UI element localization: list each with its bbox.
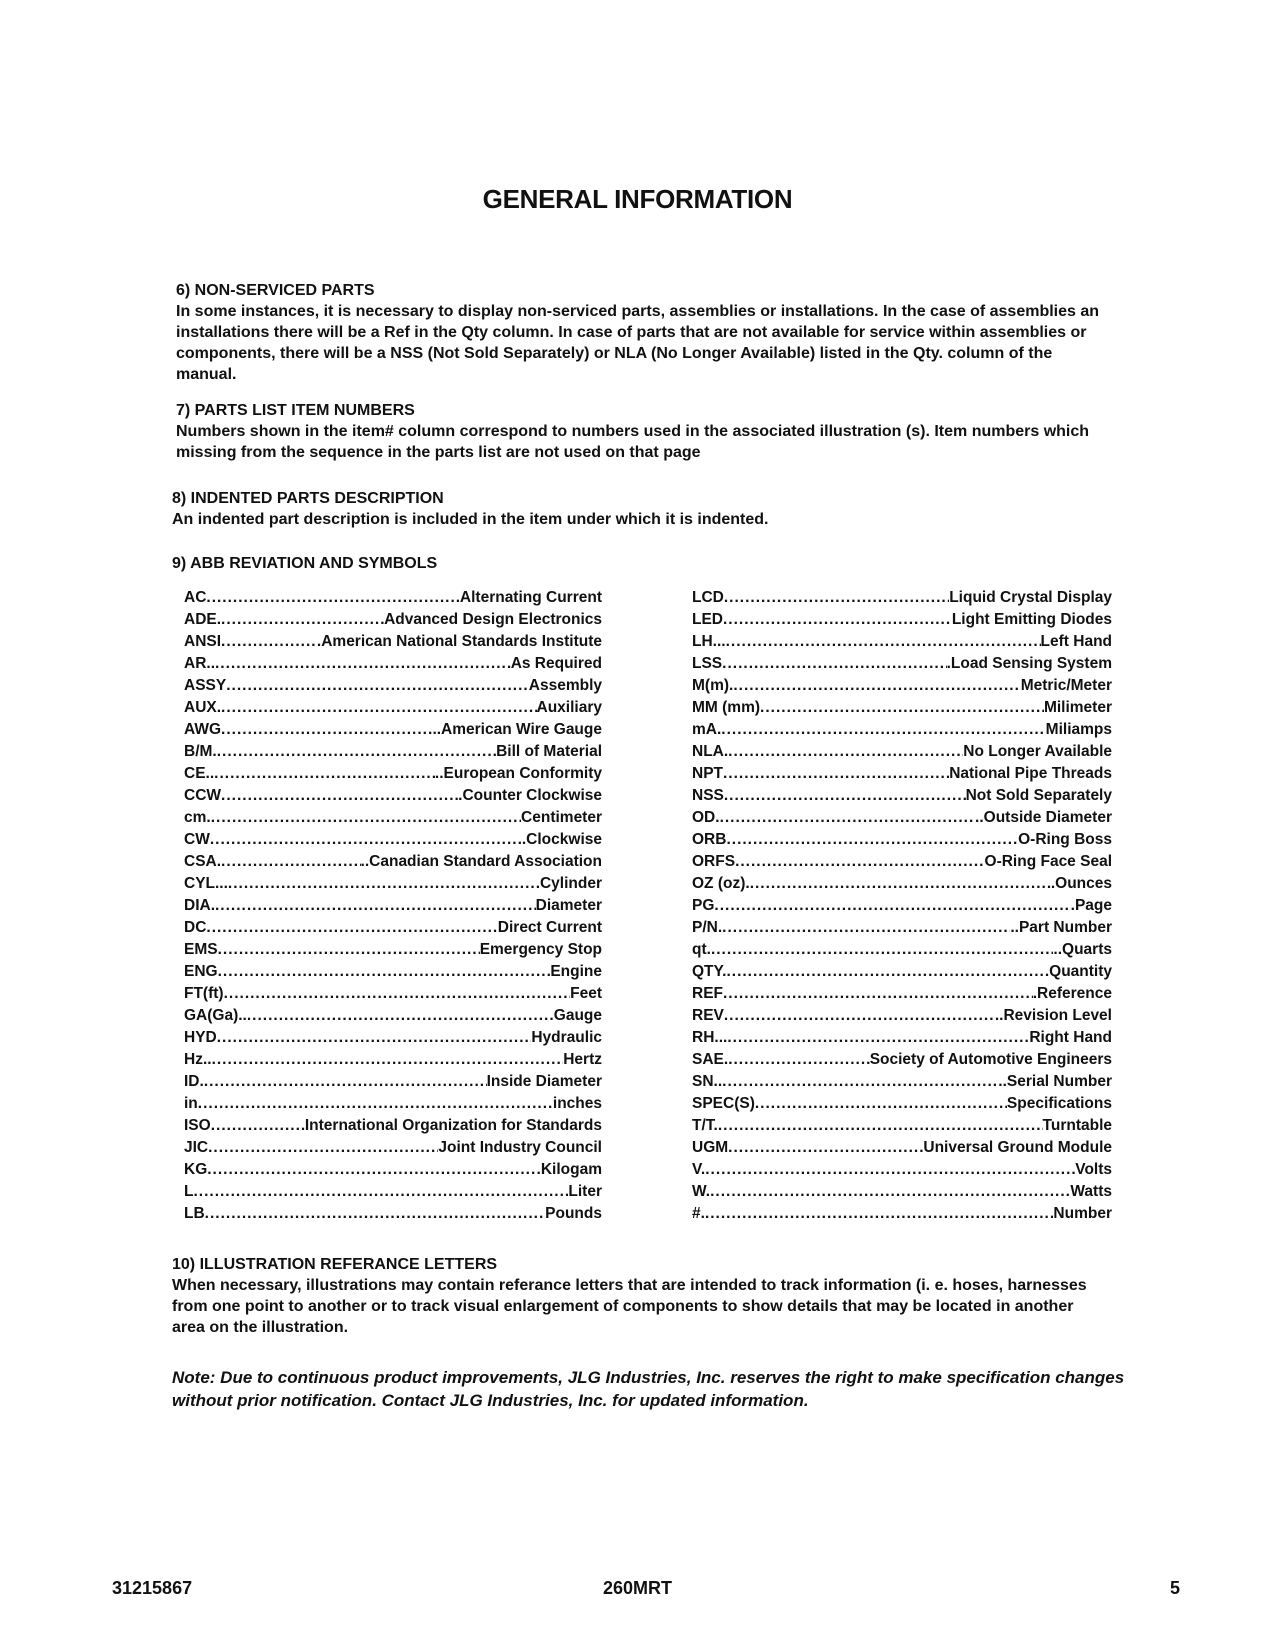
abbreviation-term: W. — [692, 1183, 711, 1200]
abbreviation-term: V. — [692, 1161, 706, 1178]
abbreviation-meaning: Cylinder — [539, 875, 602, 892]
abbreviation-meaning: Assembly — [528, 677, 602, 694]
abbreviation-row — [692, 917, 1112, 939]
abbreviation-row — [692, 587, 1112, 609]
abbreviation-term: AUX. — [184, 699, 222, 716]
section-heading: 10) ILLUSTRATION REFERANCE LETTERS — [172, 1256, 498, 1273]
dot-leader — [724, 1005, 995, 1027]
footer-doc-number: 31215867 — [112, 1578, 193, 1598]
abbreviation-row — [184, 939, 602, 961]
abbreviation-row — [184, 895, 602, 917]
abbreviation-row — [184, 1093, 602, 1115]
abbreviation-term: cm. — [184, 809, 211, 826]
dot-leader — [214, 763, 435, 785]
abbreviation-meaning: Turntable — [1042, 1117, 1112, 1134]
section-text-line: When necessary, illustrations may contain referance letters that are intended to track information (i. e. hoses, harnesses — [172, 1277, 1087, 1294]
dot-leader — [221, 719, 432, 741]
abbreviation-meaning: Watts — [1070, 1183, 1112, 1200]
abbreviation-term: CW — [184, 831, 210, 848]
dot-leader — [211, 1115, 305, 1137]
abbreviation-meaning: ..European Conformity — [434, 765, 602, 782]
abbreviation-term: ENG — [184, 963, 218, 980]
abbreviation-row — [692, 873, 1112, 895]
abbreviation-row — [184, 829, 602, 851]
section-heading: 7) PARTS LIST ITEM NUMBERS — [176, 402, 415, 419]
abbreviation-term: ANSI — [184, 633, 222, 650]
dot-leader — [206, 587, 460, 609]
abbreviation-row — [692, 675, 1112, 697]
abbreviation-row — [692, 631, 1112, 653]
abbreviation-term: ID. — [184, 1073, 204, 1090]
abbreviation-row — [692, 1181, 1112, 1203]
abbreviation-row — [692, 939, 1112, 961]
abbreviation-meaning: Feet — [570, 985, 602, 1002]
abbreviation-meaning: Metric/Meter — [1020, 677, 1112, 694]
abbreviation-meaning: No Longer Available — [963, 743, 1112, 760]
abbreviation-row — [184, 697, 602, 719]
abbreviation-term: REV — [692, 1007, 724, 1024]
dot-leader — [705, 1203, 1053, 1225]
abbreviation-row — [692, 1027, 1112, 1049]
abbreviation-row — [184, 851, 602, 873]
abbreviation-meaning: Alternating Current — [459, 589, 602, 606]
abbreviation-row — [184, 983, 602, 1005]
abbreviation-meaning: ..Quarts — [1053, 941, 1112, 958]
dot-leader — [750, 873, 1051, 895]
abbreviation-term: CCW — [184, 787, 222, 804]
section-indented-parts-description — [172, 488, 1172, 530]
note-line: without prior notification. Contact JLG Industries, Inc. for updated information. — [172, 1391, 809, 1410]
abbreviation-meaning: .Counter Clockwise — [458, 787, 602, 804]
abbreviation-row — [692, 763, 1112, 785]
abbreviation-row — [692, 719, 1112, 741]
abbreviation-row — [184, 1049, 602, 1071]
dot-leader — [210, 829, 522, 851]
abbreviation-term: RH... — [692, 1029, 728, 1046]
abbreviation-row — [692, 983, 1112, 1005]
abbreviation-term: SN.. — [692, 1073, 723, 1090]
abbreviation-term: NPT — [692, 765, 723, 782]
abbreviation-term: AWG — [184, 721, 222, 738]
section-text-line: manual. — [176, 366, 237, 383]
abbreviation-term: UGM — [692, 1139, 729, 1156]
abbreviation-term: OZ (oz). — [692, 875, 750, 892]
abbreviation-row — [692, 961, 1112, 983]
abbreviation-row — [184, 961, 602, 983]
abbreviation-term: LCD — [692, 589, 724, 606]
dot-leader — [735, 851, 984, 873]
abbreviation-meaning: Joint Industry Council — [438, 1139, 602, 1156]
abbreviation-term: M(m). — [692, 677, 734, 694]
abbreviation-meaning: Gauge — [553, 1007, 602, 1024]
abbreviation-meaning: Centimeter — [521, 809, 602, 826]
section-text-line: An indented part description is included in the item under which it is indented. — [172, 511, 769, 528]
dot-leader — [714, 895, 1070, 917]
dot-leader — [207, 1159, 536, 1181]
abbreviation-row — [184, 653, 602, 675]
abbreviation-meaning: .Clockwise — [521, 831, 602, 848]
abbreviation-row — [692, 1093, 1112, 1115]
abbreviation-term: SAE. — [692, 1051, 729, 1068]
abbreviation-meaning: Liter — [568, 1183, 602, 1200]
dot-leader — [724, 587, 949, 609]
abbreviation-row — [184, 1115, 602, 1137]
dot-leader — [726, 961, 1044, 983]
abbreviation-row — [184, 587, 602, 609]
abbreviation-row — [184, 807, 602, 829]
abbreviation-term: B/M. — [184, 743, 217, 760]
abbreviation-row — [692, 653, 1112, 675]
abbreviation-list-left — [184, 587, 602, 1225]
section-text-line: from one point to another or to track visual enlargement of components to show details that may be located in another — [172, 1298, 1074, 1315]
abbreviation-row — [692, 1203, 1112, 1225]
dot-leader — [215, 653, 511, 675]
footer-model: 260MRT — [602, 1578, 673, 1598]
dot-leader — [723, 609, 952, 631]
abbreviation-list-right — [692, 587, 1112, 1225]
dot-leader — [218, 939, 480, 961]
abbreviation-row — [184, 917, 602, 939]
dot-leader — [726, 631, 1041, 653]
dot-leader — [221, 609, 384, 631]
dot-leader — [217, 741, 496, 763]
abbreviation-meaning: Engine — [550, 963, 602, 980]
disclaimer-note — [172, 1366, 1182, 1412]
abbreviation-row — [184, 1005, 602, 1027]
abbreviation-meaning: ..American Wire Gauge — [432, 721, 602, 738]
abbreviation-meaning: As Required — [510, 655, 602, 672]
dot-leader — [204, 1071, 487, 1093]
dot-leader — [221, 697, 536, 719]
dot-leader — [221, 785, 458, 807]
dot-leader — [710, 1181, 1070, 1203]
abbreviation-meaning: Universal Ground Module — [923, 1139, 1112, 1156]
abbreviation-meaning: Specifications — [1006, 1095, 1112, 1112]
section-text-line: area on the illustration. — [172, 1319, 349, 1336]
dot-leader — [721, 719, 1045, 741]
abbreviation-row — [692, 697, 1112, 719]
dot-leader — [221, 631, 317, 653]
abbreviation-row — [692, 609, 1112, 631]
abbreviation-meaning: Direct Current — [497, 919, 602, 936]
abbreviation-meaning: Number — [1053, 1205, 1112, 1222]
dot-leader — [215, 895, 536, 917]
abbreviation-row — [184, 1159, 602, 1181]
abbreviation-meaning: Miliamps — [1045, 721, 1112, 738]
abbreviation-meaning: Liquid Crystal Display — [949, 589, 1112, 606]
abbreviation-meaning: ..Serial Number — [998, 1073, 1112, 1090]
abbreviation-row — [184, 763, 602, 785]
dot-leader — [711, 939, 1053, 961]
abbreviation-meaning: .Reference — [1032, 985, 1112, 1002]
dot-leader — [728, 1049, 870, 1071]
dot-leader — [720, 807, 975, 829]
abbreviation-term: AR.. — [184, 655, 215, 672]
section-text-line: installations there will be a Ref in the Qty column. In case of parts that are not available for service within assemblies or — [176, 324, 1087, 341]
abbreviation-term: ORB — [692, 831, 727, 848]
abbreviation-row — [184, 675, 602, 697]
section-heading: 8) INDENTED PARTS DESCRIPTION — [172, 490, 444, 507]
page-title: GENERAL INFORMATION — [482, 184, 793, 214]
abbreviation-row — [184, 719, 602, 741]
dot-leader — [755, 1093, 1007, 1115]
abbreviation-row — [184, 1137, 602, 1159]
abbreviation-row — [692, 829, 1112, 851]
abbreviation-term: CSA. — [184, 853, 222, 870]
abbreviation-term: REF — [692, 985, 723, 1002]
abbreviation-meaning: Right Hand — [1029, 1029, 1112, 1046]
dot-leader — [722, 653, 946, 675]
abbreviation-term: LH... — [692, 633, 726, 650]
abbreviation-row — [184, 631, 602, 653]
section-abbreviations — [172, 553, 1172, 574]
dot-leader — [722, 917, 1010, 939]
abbreviation-term: NLA. — [692, 743, 729, 760]
abbreviation-term: ISO — [184, 1117, 211, 1134]
dot-leader — [221, 851, 361, 873]
abbreviation-meaning: Pounds — [545, 1205, 602, 1222]
abbreviation-meaning: Advanced Design Electronics — [384, 611, 602, 628]
dot-leader — [205, 1203, 545, 1225]
abbreviation-meaning: inches — [552, 1095, 602, 1112]
abbreviation-meaning: Diameter — [535, 897, 602, 914]
dot-leader — [733, 675, 1020, 697]
abbreviation-row — [184, 1181, 602, 1203]
abbreviation-term: JIC — [184, 1139, 209, 1156]
abbreviation-term: CE.. — [184, 765, 215, 782]
abbreviation-term: qt. — [692, 941, 711, 958]
abbreviation-row — [692, 1159, 1112, 1181]
abbreviation-meaning: ..Revision Level — [994, 1007, 1112, 1024]
abbreviation-meaning: Bill of Material — [496, 743, 602, 760]
section-heading: 9) ABB REVIATION AND SYMBOLS — [172, 555, 438, 572]
abbreviation-meaning: ..Canadian Standard Association — [360, 853, 602, 870]
abbreviation-row — [184, 873, 602, 895]
abbreviation-meaning: Auxiliary — [536, 699, 602, 716]
abbreviation-term: NSS — [692, 787, 724, 804]
dot-leader — [212, 1049, 564, 1071]
abbreviation-term: LB — [184, 1205, 205, 1222]
dot-leader — [760, 697, 1044, 719]
abbreviation-meaning: .American National Standards Institute — [316, 633, 602, 650]
dot-leader — [705, 1159, 1075, 1181]
abbreviation-term: CYL... — [184, 875, 228, 892]
section-text-line: components, there will be a NSS (Not Sold Separately) or NLA (No Longer Available) listed in the Qty. column of the — [176, 345, 1053, 362]
abbreviation-term: DIA. — [184, 897, 215, 914]
abbreviation-meaning: Society of Automotive Engineers — [869, 1051, 1112, 1068]
abbreviation-meaning: Hydraulic — [531, 1029, 602, 1046]
abbreviation-row — [692, 895, 1112, 917]
abbreviation-row — [184, 1071, 602, 1093]
abbreviation-row — [184, 741, 602, 763]
abbreviation-row — [692, 785, 1112, 807]
dot-leader — [727, 1027, 1029, 1049]
abbreviation-row — [692, 1115, 1112, 1137]
dot-leader — [208, 1137, 438, 1159]
abbreviation-meaning: .Ounces — [1050, 875, 1112, 892]
dot-leader — [218, 961, 551, 983]
abbreviation-meaning: .Kilogam — [536, 1161, 602, 1178]
abbreviation-meaning: ..Part Number — [1010, 919, 1112, 936]
abbreviation-term: QTY. — [692, 963, 727, 980]
abbreviation-term: T/T. — [692, 1117, 718, 1134]
dot-leader — [206, 917, 497, 939]
abbreviation-meaning: National Pipe Threads — [949, 765, 1112, 782]
abbreviation-row — [184, 609, 602, 631]
dot-leader — [726, 829, 1018, 851]
abbreviation-row — [692, 1137, 1112, 1159]
abbreviation-term: in — [184, 1095, 198, 1112]
abbreviation-meaning: ..Outside Diameter — [975, 809, 1112, 826]
dot-leader — [728, 1137, 923, 1159]
dot-leader — [724, 785, 966, 807]
abbreviation-term: EMS — [184, 941, 218, 958]
abbreviation-term: ORFS — [692, 853, 736, 870]
abbreviation-meaning: Milimeter — [1043, 699, 1112, 716]
dot-leader — [728, 741, 963, 763]
abbreviation-term: ASSY — [184, 677, 227, 694]
dot-leader — [217, 1027, 532, 1049]
abbreviation-term: KG — [184, 1161, 208, 1178]
dot-leader — [211, 807, 521, 829]
abbreviation-term: ADE. — [184, 611, 222, 628]
abbreviation-term: OD. — [692, 809, 720, 826]
abbreviation-term: AC — [184, 589, 207, 606]
abbreviation-meaning: Not Sold Separately — [965, 787, 1112, 804]
footer-page-number: 5 — [1170, 1578, 1181, 1598]
abbreviation-term: GA(Ga).. — [184, 1007, 247, 1024]
note-line: Note: Due to continuous product improvements, JLG Industries, Inc. reserves the right to make specification changes — [172, 1368, 1125, 1387]
abbreviation-term: FT(ft) — [184, 985, 224, 1002]
section-parts-list-item-numbers — [176, 400, 1176, 463]
abbreviation-row — [692, 1071, 1112, 1093]
abbreviation-meaning: Light Emitting Diodes — [951, 611, 1112, 628]
abbreviation-term: L — [184, 1183, 194, 1200]
abbreviation-row — [184, 785, 602, 807]
abbreviation-term: PG — [692, 897, 715, 914]
dot-leader — [224, 983, 571, 1005]
abbreviation-row — [692, 807, 1112, 829]
dot-leader — [723, 983, 1033, 1005]
section-heading: 6) NON-SERVICED PARTS — [176, 282, 375, 299]
abbreviation-term: SPEC(S) — [692, 1095, 755, 1112]
abbreviation-meaning: .Load Sensing System — [946, 655, 1112, 672]
abbreviation-row — [184, 1203, 602, 1225]
abbreviation-meaning: Inside Diameter — [486, 1073, 602, 1090]
section-text-line: Numbers shown in the item# column correspond to numbers used in the associated illustration (s). Item numbers which — [176, 423, 1090, 440]
abbreviation-row — [692, 851, 1112, 873]
section-non-serviced-parts — [176, 280, 1176, 385]
dot-leader — [247, 1005, 554, 1027]
abbreviation-row — [692, 1005, 1112, 1027]
abbreviation-term: DC — [184, 919, 207, 936]
dot-leader — [228, 873, 540, 895]
abbreviation-term: #. — [692, 1205, 705, 1222]
section-text-line: missing from the sequence in the parts list are not used on that page — [176, 444, 701, 461]
abbreviation-term: mA. — [692, 721, 722, 738]
abbreviation-meaning: Left Hand — [1040, 633, 1112, 650]
dot-leader — [193, 1181, 568, 1203]
abbreviation-row — [692, 1049, 1112, 1071]
abbreviation-meaning: .Quantity — [1044, 963, 1112, 980]
abbreviation-term: HYD — [184, 1029, 217, 1046]
abbreviation-meaning: Hertz — [563, 1051, 602, 1068]
dot-leader — [722, 1071, 998, 1093]
abbreviation-meaning: O-Ring Boss — [1018, 831, 1112, 848]
abbreviation-row — [184, 1027, 602, 1049]
dot-leader — [718, 1115, 1043, 1137]
dot-leader — [723, 763, 949, 785]
abbreviation-term: P/N. — [692, 919, 723, 936]
dot-leader — [198, 1093, 553, 1115]
abbreviation-term: LED — [692, 611, 723, 628]
abbreviation-row — [692, 741, 1112, 763]
section-text-line: In some instances, it is necessary to display non-serviced parts, assemblies or installations. In the case of assemblies an — [176, 303, 1100, 320]
section-illustration-reference-letters — [172, 1254, 1172, 1338]
abbreviation-meaning: .Page — [1070, 897, 1112, 914]
abbreviation-term: Hz.. — [184, 1051, 212, 1068]
abbreviation-term: LSS — [692, 655, 723, 672]
abbreviation-meaning: Emergency Stop — [479, 941, 602, 958]
dot-leader — [226, 675, 529, 697]
abbreviation-meaning: Volts — [1075, 1161, 1112, 1178]
abbreviation-term: MM (mm) — [692, 699, 761, 716]
abbreviation-meaning: International Organization for Standards — [304, 1117, 602, 1134]
abbreviation-meaning: O-Ring Face Seal — [984, 853, 1112, 870]
